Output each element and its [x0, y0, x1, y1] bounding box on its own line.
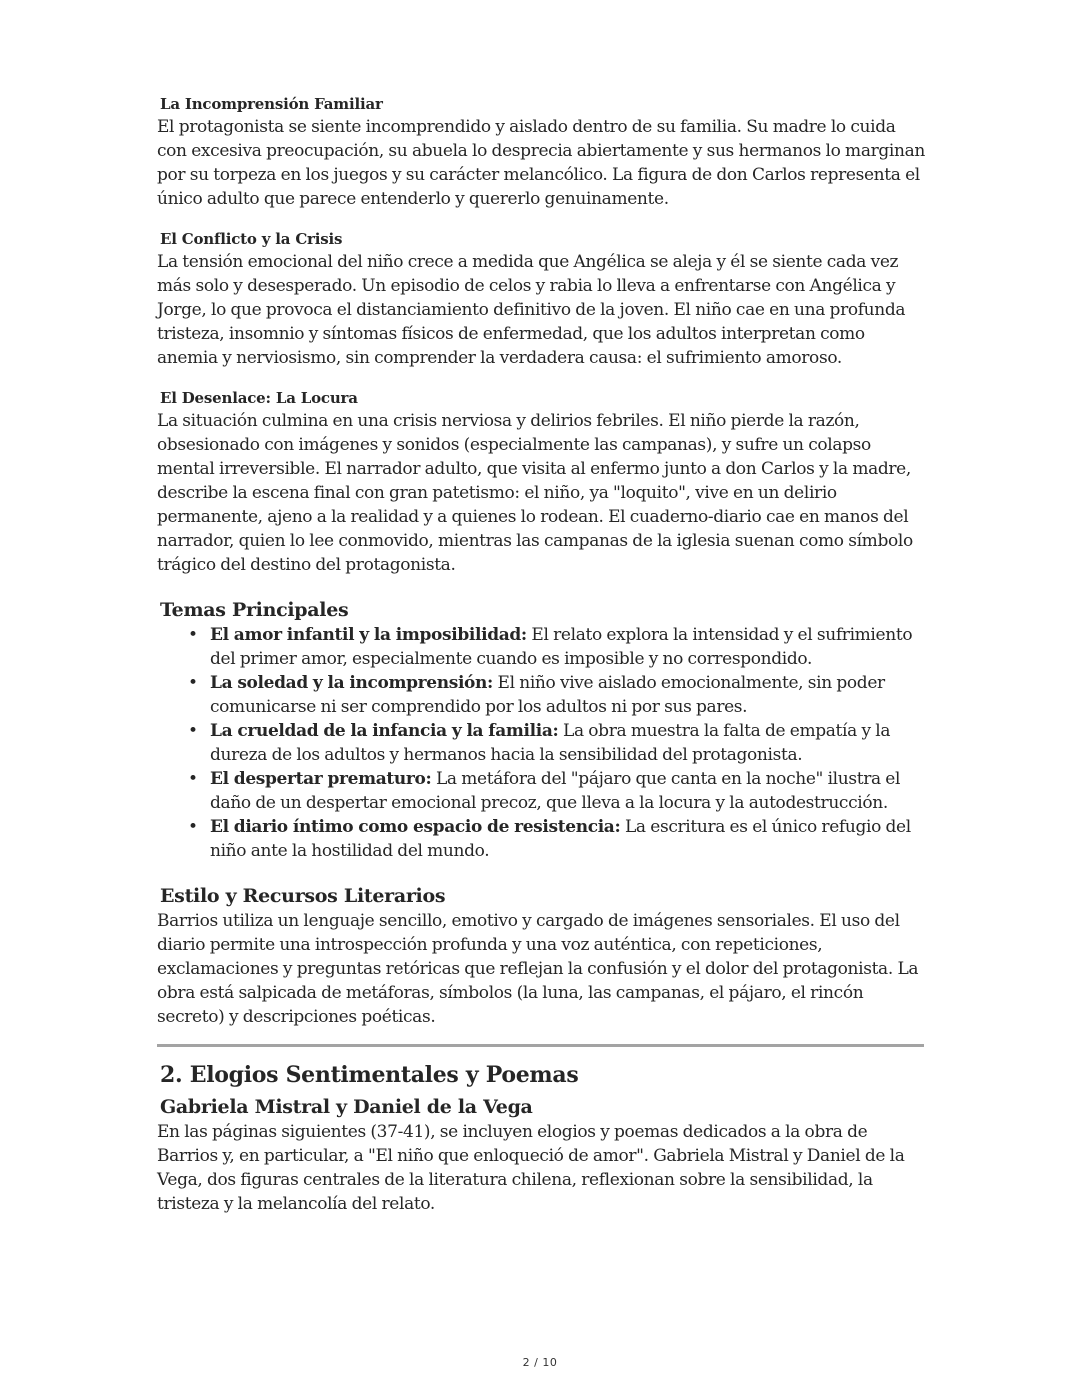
horizontal-divider	[157, 1044, 924, 1047]
bullet-icon: •	[188, 817, 198, 837]
list-item	[188, 815, 925, 863]
list-item-term: La crueldad de la infancia y la familia:	[210, 721, 559, 741]
list-item	[188, 623, 925, 671]
list-item-term: La soledad y la incomprensión:	[210, 673, 493, 693]
list-item-term: El diario íntimo como espacio de resistencia:	[210, 817, 621, 837]
paragraph-estilo: Barrios utiliza un lenguaje sencillo, emotivo y cargado de imágenes sensoriales. El uso del diario permite una introspección profunda y una voz auténtica, con repeticiones, exclamaciones y preguntas retóricas que reflejan la confusión y el dolor del protagonista. La obra está salpicada de metáforas, símbolos (la luna, las campanas, el pájaro, el rincón secreto) y descripciones poéticas.	[157, 911, 919, 1027]
paragraph-incomprension: El protagonista se siente incomprendido y aislado dentro de su familia. Su madre lo cuida con excesiva preocupación, su abuela lo desprecia abiertamente y sus hermanos lo marginan por su torpeza en los juegos y su carácter melancólico. La figura de don Carlos representa el único adulto que parece entenderlo y quererlo genuinamente.	[157, 117, 925, 209]
section-heading-estilo: Estilo y Recursos Literarios	[160, 885, 446, 907]
section-heading-desenlace: El Desenlace: La Locura	[160, 389, 358, 407]
list-item-term: El amor infantil y la imposibilidad:	[210, 625, 527, 645]
bullet-icon: •	[188, 625, 198, 645]
page-indicator: 2 / 10	[522, 1356, 558, 1369]
section-heading-conflicto: El Conflicto y la Crisis	[160, 230, 343, 248]
paragraph-conflicto: La tensión emocional del niño crece a medida que Angélica se aleja y él se siente cada vez más solo y desesperado. Un episodio de celos y rabia lo lleva a enfrentarse con Angélica y Jorge, lo que provoca el distanciamiento definitivo de la joven. El niño cae en una profunda tristeza, insomnio y síntomas físicos de enfermedad, que los adultos interpretan como anemia y nerviosismo, sin comprender la verdadera causa: el sufrimiento amoroso.	[157, 252, 906, 368]
themes-list	[157, 623, 925, 863]
paragraph-desenlace: La situación culmina en una crisis nerviosa y delirios febriles. El niño pierde la razón, obsesionado con imágenes y sonidos (especialmente las campanas), y sufre un colapso mental irreversible. El narrador adulto, que visita al enfermo junto a don Carlos y la madre, describe la escena final con gran patetismo: el niño, ya "loquito", vive en un delirio permanente, ajeno a la realidad y a quienes lo rodean. El cuaderno-diario cae en manos del narrador, quien lo lee conmovido, mientras las campanas de la iglesia suenan como símbolo trágico del destino del protagonista.	[157, 411, 913, 575]
bullet-icon: •	[188, 673, 198, 693]
list-item	[188, 719, 925, 767]
section-heading-temas: Temas Principales	[160, 599, 349, 621]
list-item-term: El despertar prematuro:	[210, 769, 432, 789]
paragraph-elogios: En las páginas siguientes (37-41), se incluyen elogios y poemas dedicados a la obra de Barrios y, en particular, a "El niño que enloqueció de amor". Gabriela Mistral y Daniel de la Vega, dos figuras centrales de la literatura chilena, reflexionan sobre la sensibilidad, la tristeza y la melancolía del relato.	[157, 1122, 905, 1214]
document-page	[157, 93, 925, 1216]
bullet-icon: •	[188, 721, 198, 741]
section-heading-elogios: 2. Elogios Sentimentales y Poemas	[160, 1062, 579, 1088]
list-item	[188, 767, 925, 815]
subheading-mistral-vega: Gabriela Mistral y Daniel de la Vega	[160, 1096, 533, 1118]
list-item	[188, 671, 925, 719]
bullet-icon: •	[188, 769, 198, 789]
list-item-text: El niño vive aislado emocionalmente, sin poder comunicarse ni ser comprendido por los adultos ni por sus pares.	[210, 673, 885, 717]
list-item-text: La metáfora del "pájaro que canta en la noche" ilustra el daño de un despertar emocional precoz, que lleva a la locura y la autodestrucción.	[210, 769, 901, 813]
list-item-text: La escritura es el único refugio del niño ante la hostilidad del mundo.	[210, 817, 911, 861]
list-item-text: El relato explora la intensidad y el sufrimiento del primer amor, especialmente cuando es imposible y no correspondido.	[210, 625, 913, 669]
section-heading-incomprension: La Incomprensión Familiar	[160, 95, 383, 113]
list-item-text: La obra muestra la falta de empatía y la dureza de los adultos y hermanos hacia la sensibilidad del protagonista.	[210, 721, 891, 765]
